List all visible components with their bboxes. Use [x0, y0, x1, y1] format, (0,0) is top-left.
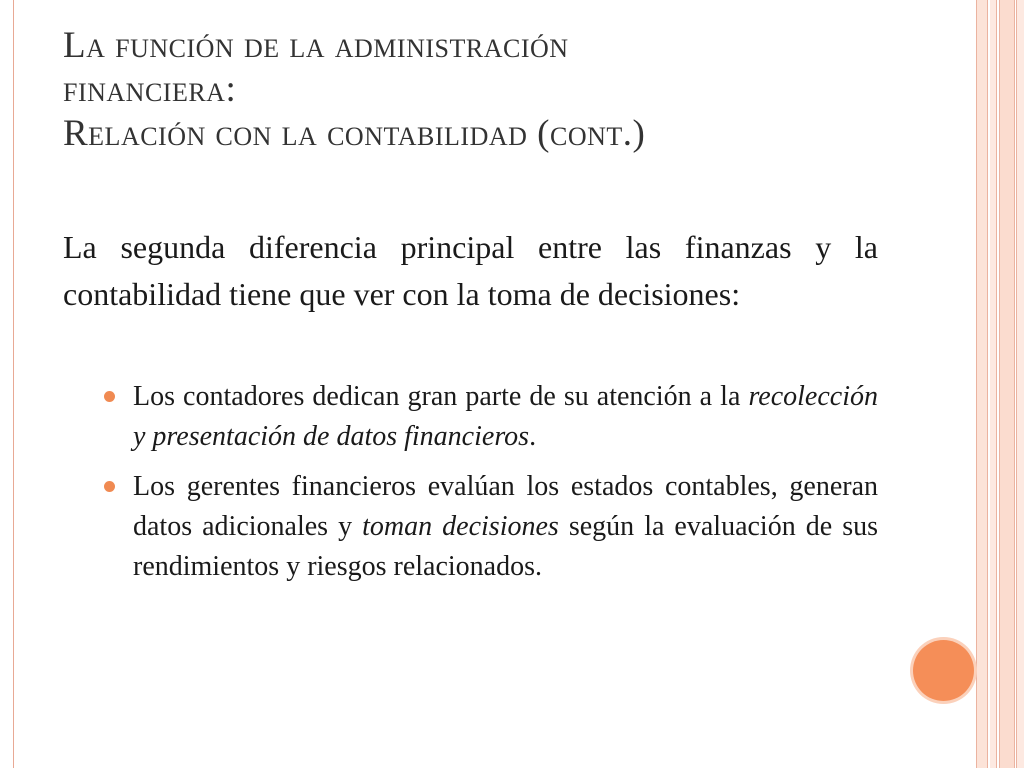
title-line-2: financiera:	[63, 69, 237, 110]
bullet-1-italic: recolección y presentación de datos financieros	[133, 381, 878, 452]
bullet-1-end: .	[529, 421, 537, 452]
right-stripe-3	[999, 0, 1015, 768]
right-stripe-2	[990, 0, 997, 768]
right-stripe-4	[1016, 0, 1024, 768]
title-line-3: Relación con la contabilidad (cont.)	[63, 113, 646, 154]
bullet-list	[104, 377, 878, 597]
bullet-item-1	[104, 377, 878, 457]
bullet-2-text: Los gerentes financieros evalúan los estados contables, generan datos adicionales y	[133, 471, 878, 542]
intro-paragraph: La segunda diferencia principal entre las finanzas y la contabilidad tiene que ver con la toma de decisiones:	[63, 229, 878, 312]
title-line-1: La función de la administración	[63, 25, 569, 66]
bullet-2-end: según la evaluación de sus rendimientos y riesgos relacionados.	[133, 511, 878, 582]
bullet-dot-icon	[104, 391, 115, 402]
bullet-2-italic: toman decisiones	[362, 511, 559, 542]
decorative-circle-icon	[913, 640, 974, 701]
right-stripe-1	[976, 0, 988, 768]
slide-title	[63, 24, 923, 156]
bullet-item-2	[104, 467, 878, 587]
left-frame-line	[0, 0, 14, 768]
bullet-dot-icon	[104, 481, 115, 492]
bullet-1-text: Los contadores dedican gran parte de su atención a la	[133, 381, 749, 412]
